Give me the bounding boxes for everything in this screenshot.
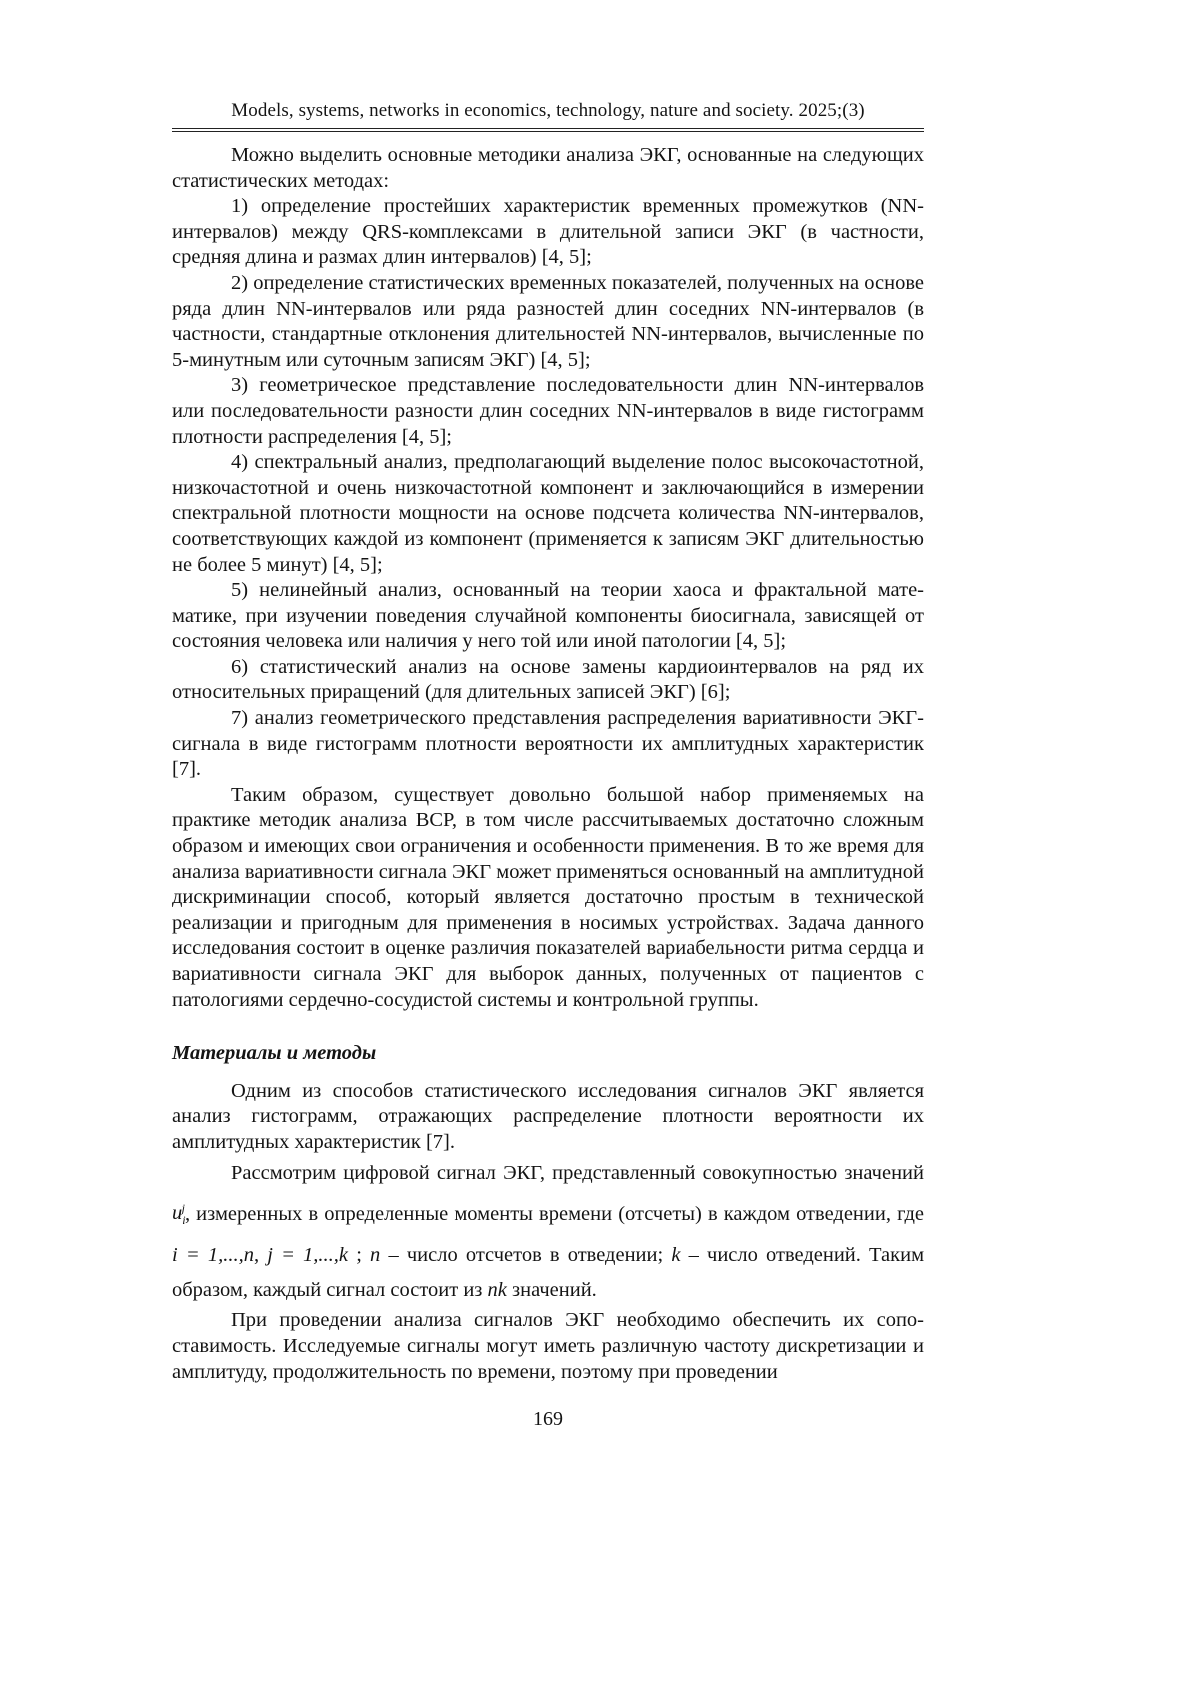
list-item-3: 3) геометрическое представление последовательности длин NN-интервалов или последовательности разности длин соседних NN-интервалов в виде гистограмм плотности распределения [4, 5]; bbox=[172, 374, 924, 448]
symbol-u-i-j: $u_i^j$ bbox=[172, 1200, 186, 1228]
list-item-5: 5) нелинейный анализ, основанный на теории хаоса и фрактальной математике, при изучении поведения случайной компоненты биосигнала, зависящей от состояния человека или наличия у него той или иной патологии [4, 5]; bbox=[172, 579, 924, 653]
methods-paragraph-1: Одним из способов статистического исследования сигналов ЭКГ является анализ гистограмм, отражающих распределение плотности вероятности их амплитудных характеристик [7]. bbox=[172, 1079, 924, 1153]
range-j: j = 1,...,k bbox=[267, 1244, 349, 1267]
list-item-2: 2) определение статистических временных показателей, полученных на основе ряда длин NN-интервалов или ряда разностей длин соседних NN-интервалов (в частности, стандартные отклонения длительностей NN-интервалов, вычисленные по 5-минутным или суточным записям ЭКГ) [4, 5]; bbox=[172, 271, 924, 371]
header-double-rule bbox=[172, 128, 924, 132]
var-k: k bbox=[671, 1244, 681, 1267]
range-i: i = 1,...,n bbox=[172, 1244, 254, 1267]
var-nk: nk bbox=[487, 1279, 507, 1302]
var-n: n bbox=[370, 1244, 381, 1267]
p2-text-2: , измеренных в определенные моменты времени (отсчеты) в каждом отведении, где bbox=[184, 1202, 924, 1225]
methods-paragraph-3: При проведении анализа сигналов ЭКГ необходимо обеспечить их сопоставимость. Исследуемые сигналы могут иметь различную частоту дискретизации и амплитуду, продолжительность по времени, поэтому при проведении bbox=[172, 1309, 924, 1383]
list-item-6: 6) статистический анализ на основе замены кардиоинтервалов на ряд их относительных приращений (для длительных записей ЭКГ) [6]; bbox=[172, 655, 924, 704]
page-number: 169 bbox=[533, 1408, 563, 1430]
body-text bbox=[172, 143, 924, 1385]
section-heading: Материалы и методы bbox=[172, 1042, 377, 1065]
conclusion-paragraph: Таким образом, существует довольно большой набор применяемых на практике методик анализа ВСР, в том числе рассчитываемых достаточно сложным образом и имеющих свои ограничения и особенности применения. В то же время для анализа вариативности сигнала ЭКГ может применяться основанный на амплитудной дискриминации способ, который является достаточно простым в технической реализации и пригодным для применения в носимых устройствах. Задача данного исследования состоит в оценке различия показателей вариабельности ритма сердца и вариативности сигнала ЭКГ для выборок данных, полученных от пациентов с патологиями сердечно-сосудистой системы и контрольной группы. bbox=[172, 783, 924, 1011]
list-item-4: 4) спектральный анализ, предполагающий выделение полос высокочастотной, низкочастотной и очень низкочастотной компонент и заключающийся в измерении спектральной плотности мощности на основе подсчета количества NN-интервалов, соответствующих каждой из компонент (применяется к записям ЭКГ длительностью не более 5 минут) [4, 5]; bbox=[172, 451, 924, 576]
p2-text-1: Рассмотрим цифровой сигнал ЭКГ, представленный совокупностью значений bbox=[231, 1161, 924, 1184]
methods-paragraph-2: Рассмотрим цифровой сигнал ЭКГ, представленный совокупностью значений $u_i^j$, измеренных в определенные моменты времени (отсчеты) в каждом отведении, где i = 1,...,n, j = 1,...,k ; n – число отсчетов в отведении; k – число отведений. Таким образом, каждый сигнал состоит из nk значений. bbox=[172, 1161, 925, 1302]
running-header: Models, systems, networks in economics, technology, nature and society. 2025;(3) bbox=[231, 100, 865, 121]
intro-paragraph: Можно выделить основные методики анализа ЭКГ, основанные на следующих статистических методах: bbox=[172, 144, 924, 192]
list-item-1: 1) определение простейших характеристик временных промежутков (NN-интервалов) между QRS-комплексами в длительной записи ЭКГ (в частности, средняя длина и размах длин интервалов) [4, 5]; bbox=[172, 195, 924, 269]
list-item-7: 7) анализ геометрического представления распределения вариативности ЭКГ-сигнала в виде гистограмм плотности вероятности их амплитудных характеристик [7]. bbox=[172, 707, 924, 781]
